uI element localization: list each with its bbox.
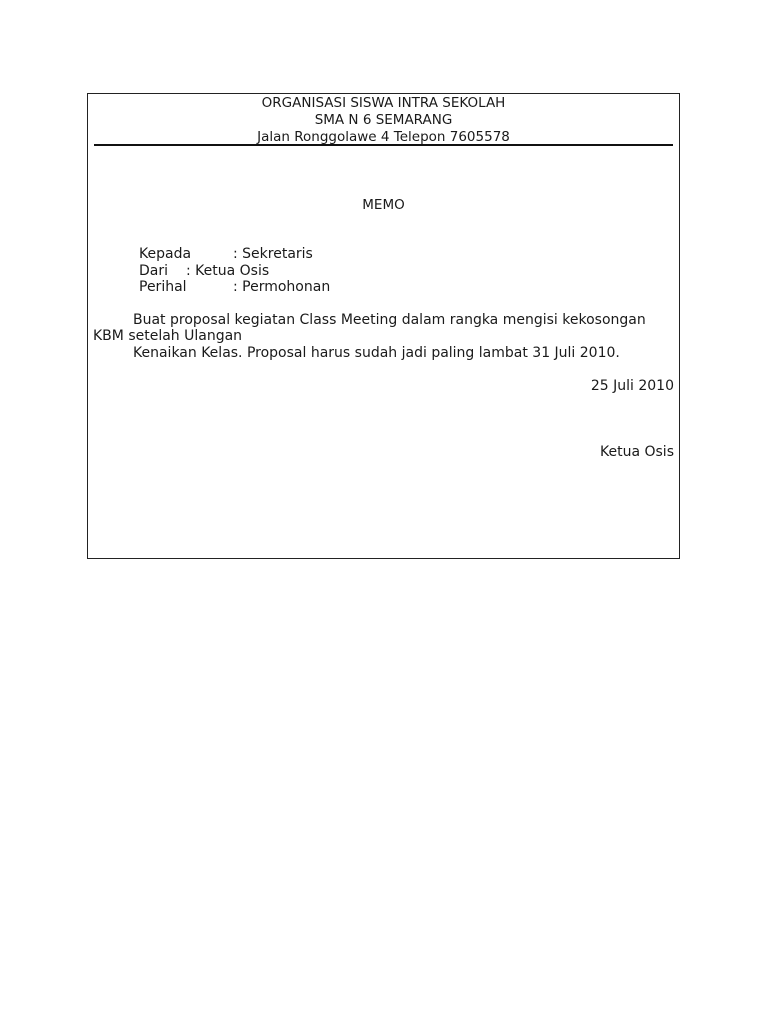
memo-title: MEMO [362, 197, 405, 213]
memo-body-line-3: Kenaikan Kelas. Proposal harus sudah jadi paling lambat 31 Juli 2010. [133, 345, 620, 361]
field-kepada-label: Kepada [139, 246, 192, 262]
memo-date: 25 Juli 2010 [590, 378, 674, 394]
header-divider [94, 144, 673, 146]
field-perihal-value: : Permohonan [233, 279, 331, 295]
organization-name: ORGANISASI SISWA INTRA SEKOLAH [261, 95, 506, 111]
memo-body-line-2: KBM setelah Ulangan [93, 328, 243, 344]
memo-signature: Ketua Osis [600, 444, 674, 460]
field-dari-label: Dari [139, 263, 169, 279]
field-dari-value: : Ketua Osis [186, 263, 270, 279]
school-name: SMA N 6 SEMARANG [314, 112, 453, 128]
memo-body-line-1: Buat proposal kegiatan Class Meeting dalam rangka mengisi kekosongan [133, 312, 646, 328]
memo-document [87, 93, 680, 559]
field-kepada-value: : Sekretaris [233, 246, 313, 262]
school-address: Jalan Ronggolawe 4 Telepon 7605578 [257, 129, 510, 145]
field-perihal-label: Perihal [139, 279, 187, 295]
